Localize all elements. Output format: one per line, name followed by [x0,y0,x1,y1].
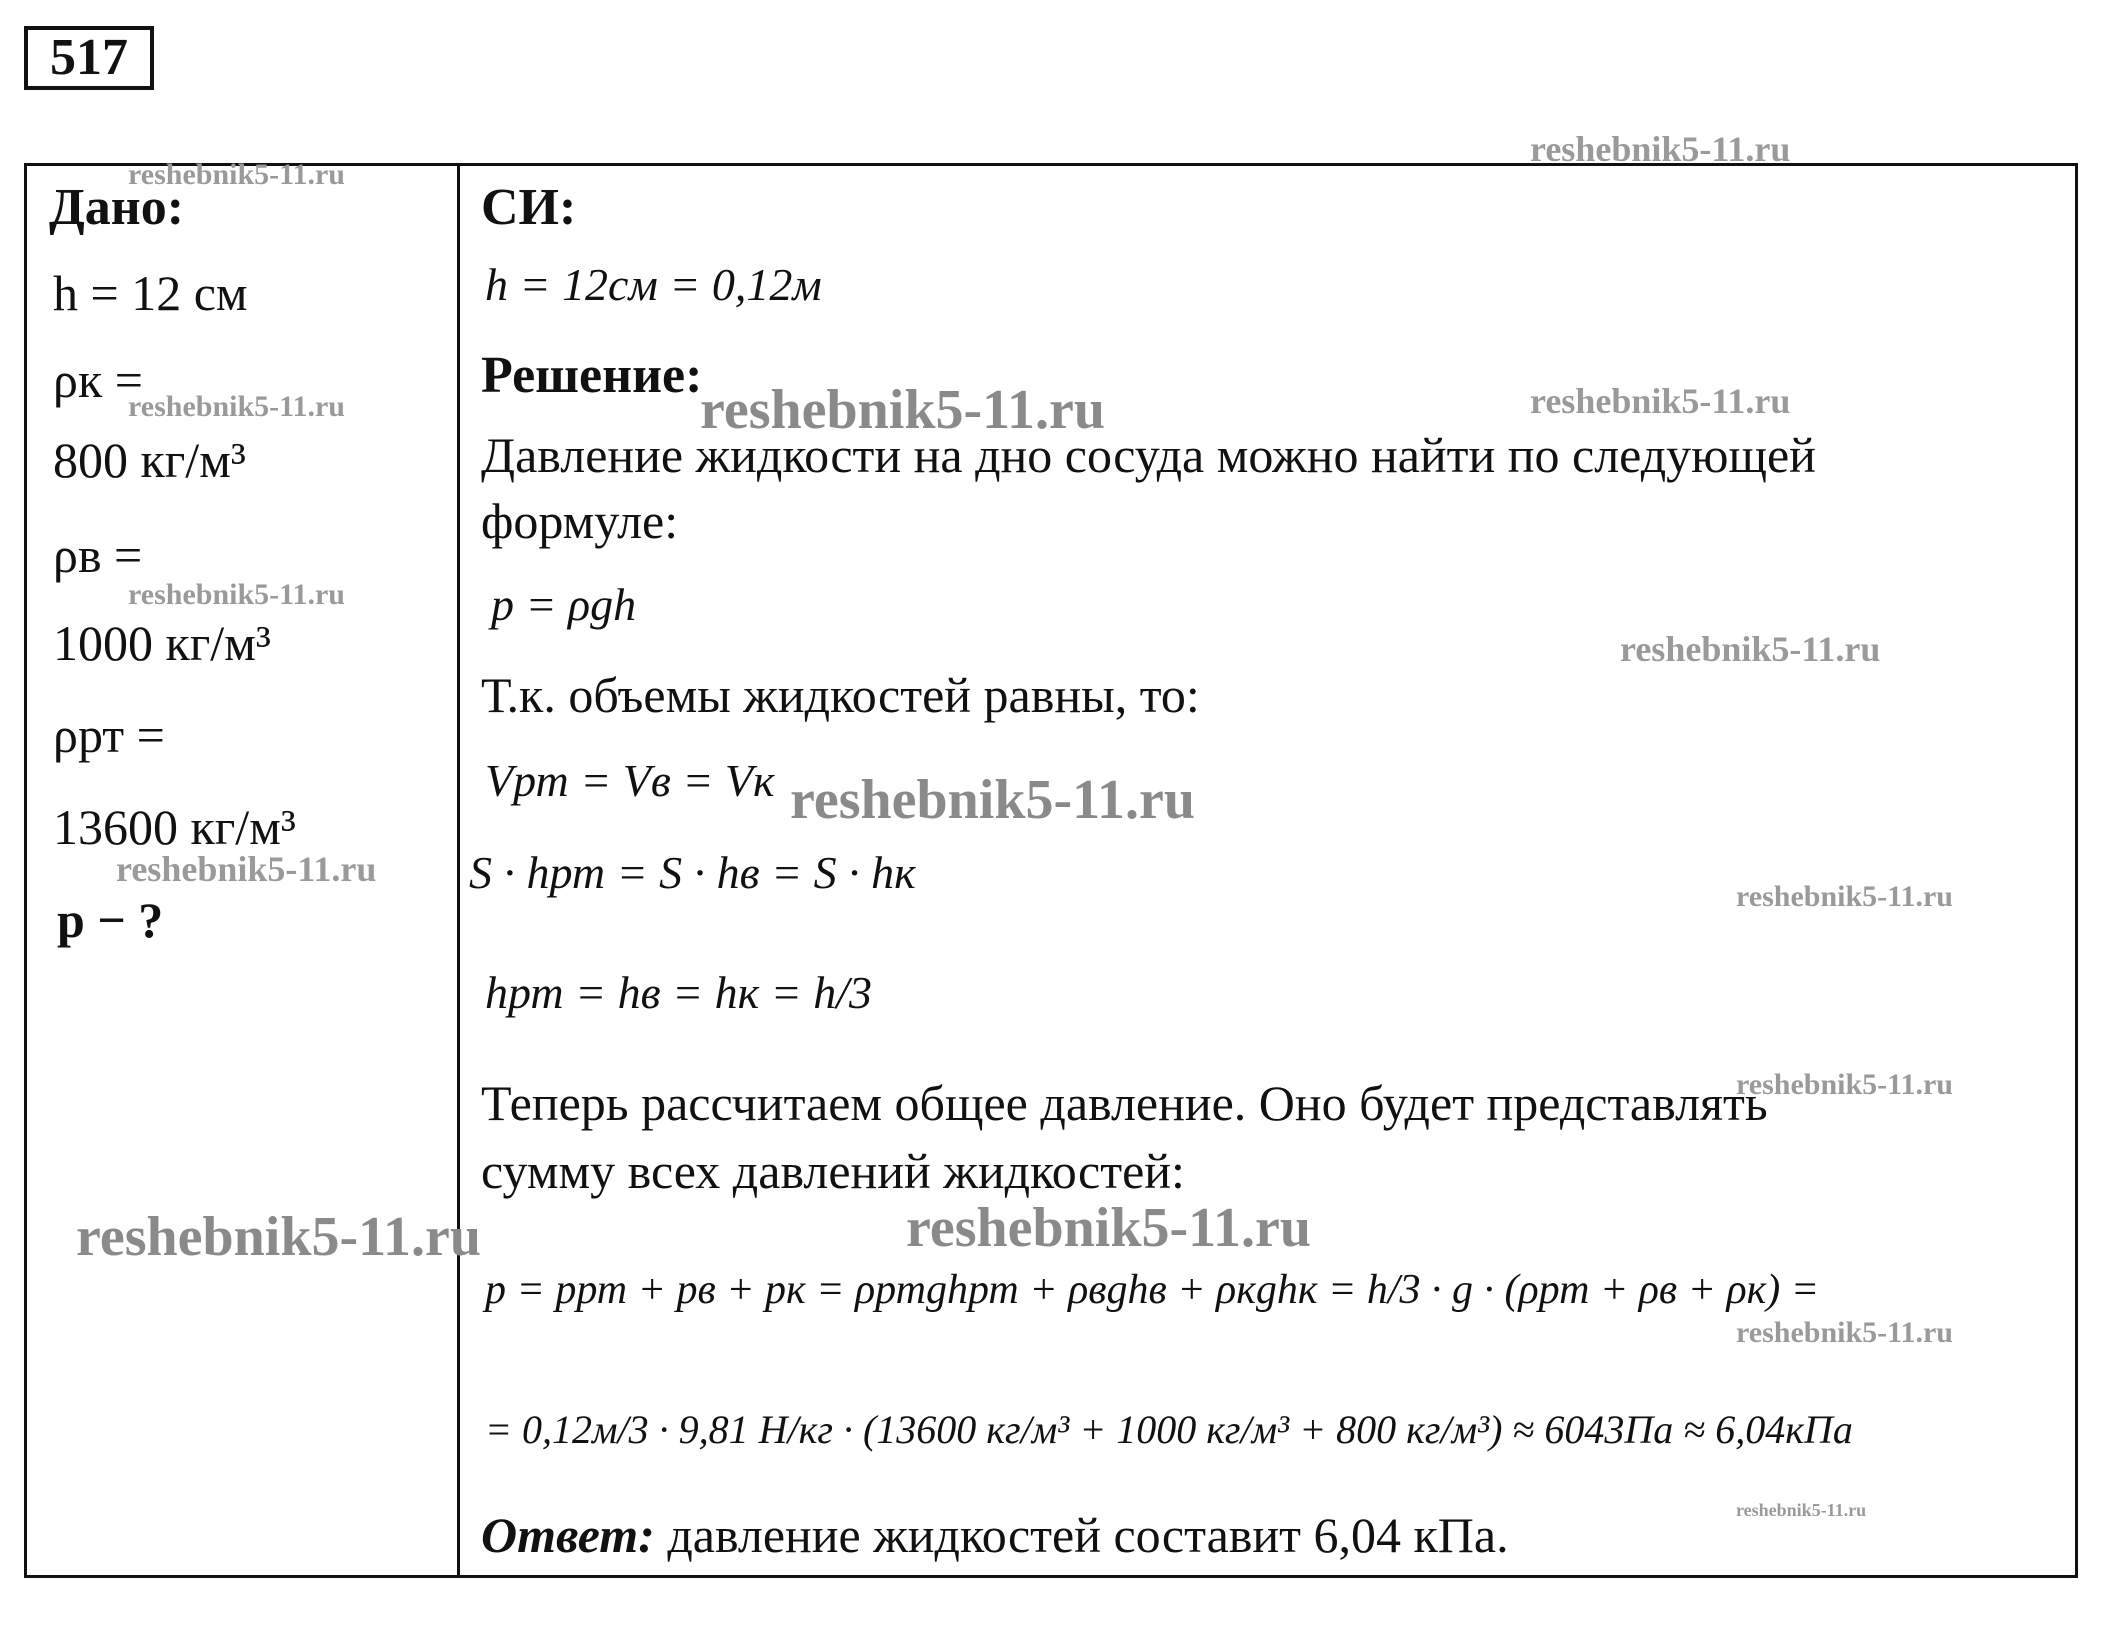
watermark: reshebnik5-11.ru [128,158,345,191]
watermark: reshebnik5-11.ru [1736,1500,1867,1520]
formula-pressure: p = ρgh [491,579,637,630]
solution-text3-line2: сумму всех давлений жидкостей: [481,1143,1185,1199]
problem-number: 517 [24,26,154,90]
given-line-rho-k: ρк = [53,352,143,408]
watermark: reshebnik5-11.ru [1736,1316,1953,1349]
watermark: reshebnik5-11.ru [128,578,345,611]
formula-volumes: Vрт = Vв = Vк [485,755,775,806]
given-line-rho-v-value: 1000 кг/м³ [53,615,271,671]
formula-areas: S · hрт = S · hв = S · hк [469,847,916,898]
watermark: reshebnik5-11.ru [76,1206,482,1268]
given-line-rho-v: ρв = [53,527,143,583]
solution-text1-line2: формуле: [481,493,679,549]
watermark: reshebnik5-11.ru [1736,880,1953,913]
watermark: reshebnik5-11.ru [1530,129,1791,169]
answer-line [457,1506,1509,1564]
given-line-rho-k-value: 800 кг/м³ [53,432,246,488]
formula-heights: hрт = hв = hк = h/3 [485,967,873,1018]
given-line-height: h = 12 см [53,265,248,321]
watermark: reshebnik5-11.ru [116,849,377,889]
given-line-unknown: p − ? [57,892,164,948]
solution-text1-line1: Давление жидкости на дно сосуда можно найти по следующей [481,427,1816,483]
watermark: reshebnik5-11.ru [700,379,1106,441]
formula-total-pressure: p = pрт + pв + pк = ρртghрт + ρвghв + ρкghк = h/3 · g · (ρрт + ρв + ρк) = [485,1267,1820,1313]
watermark: reshebnik5-11.ru [128,390,345,423]
solution-text2: Т.к. объемы жидкостей равны, то: [481,667,1200,723]
given-line-rho-rt: ρрт = [53,707,165,763]
answer-text: давление жидкостей составит 6,04 кПа. [654,1507,1509,1563]
watermark: reshebnik5-11.ru [1736,1068,1953,1101]
watermark: reshebnik5-11.ru [1620,629,1881,669]
given-line-rho-rt-value: 13600 кг/м³ [53,799,296,855]
si-header: СИ: [481,179,577,236]
given-header: Дано: [49,179,185,236]
solution-text3-line1: Теперь рассчитаем общее давление. Оно будет представлять [481,1075,1768,1131]
si-line: h = 12см = 0,12м [485,259,822,310]
watermark: reshebnik5-11.ru [1530,381,1791,421]
watermark: reshebnik5-11.ru [790,769,1196,831]
answer-label: Ответ: [481,1507,655,1563]
solution-header: Решение: [481,347,703,404]
watermark: reshebnik5-11.ru [906,1197,1312,1259]
formula-calculation: = 0,12м/3 · 9,81 Н/кг · (13600 кг/м³ + 1000 кг/м³ + 800 кг/м³) ≈ 6043Па ≈ 6,04кПа [485,1407,1853,1452]
